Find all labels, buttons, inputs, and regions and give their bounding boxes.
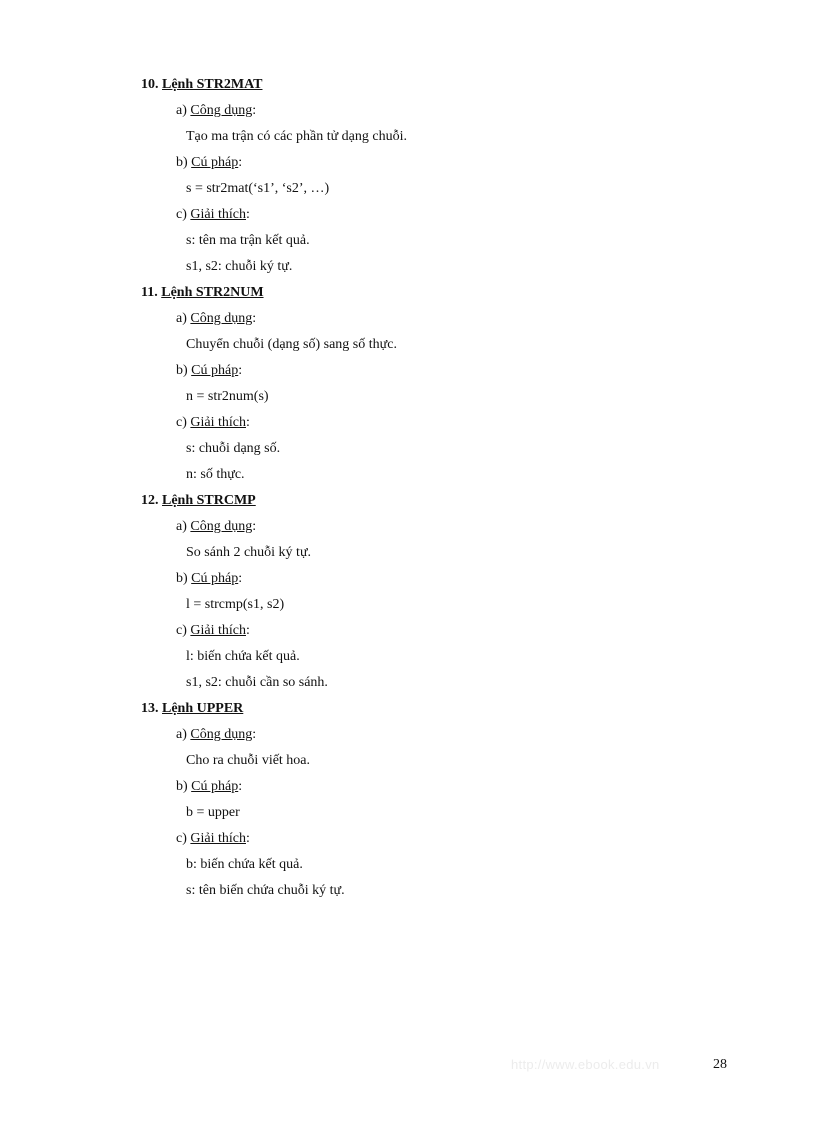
explanation-text: s: tên biến chứa chuỗi ký tự. [186, 883, 345, 898]
syntax-subheading: b) Cú pháp: [176, 155, 243, 170]
explanation-text: s1, s2: chuỗi cần so sánh. [186, 675, 328, 690]
explanation-prefix: c) [176, 415, 191, 430]
command-section [141, 699, 407, 907]
syntax-text: s = str2mat(‘s1’, ‘s2’, …) [186, 181, 330, 196]
explanation-text: n: số thực. [186, 467, 245, 482]
command-section [141, 75, 407, 283]
explanation-text: b: biến chứa kết quả. [186, 857, 303, 872]
section-title: Lệnh STR2MAT [162, 77, 263, 92]
page-number: 28 [713, 1057, 727, 1072]
syntax-prefix: b) [176, 155, 192, 170]
explanation-subheading: c) Giải thích: [176, 207, 250, 222]
explanation-prefix: c) [176, 207, 191, 222]
usage-subheading: a) Công dụng: [176, 103, 257, 118]
usage-prefix: a) [176, 311, 191, 326]
syntax-subheading: b) Cú pháp: [176, 779, 243, 794]
syntax-subheading: b) Cú pháp: [176, 363, 243, 378]
command-sections [141, 75, 407, 907]
section-heading [141, 75, 407, 101]
section-number: 12. [141, 493, 159, 508]
usage-subheading: a) Công dụng: [176, 727, 257, 742]
syntax-label: Cú pháp [191, 571, 239, 586]
explanation-prefix: c) [176, 623, 191, 638]
syntax-text: l = strcmp(s1, s2) [186, 597, 285, 612]
syntax-label: Cú pháp [191, 155, 239, 170]
usage-label: Công dụng [190, 519, 253, 534]
footer-watermark-url: http://www.ebook.edu.vn [511, 1057, 660, 1072]
explanation-text: s1, s2: chuỗi ký tự. [186, 259, 293, 274]
section-number: 11. [141, 285, 158, 300]
explanation-subheading: c) Giải thích: [176, 831, 250, 846]
syntax-text: b = upper [186, 805, 240, 820]
syntax-label: Cú pháp [191, 363, 239, 378]
section-number: 10. [141, 77, 159, 92]
section-title: Lệnh STRCMP [162, 493, 256, 508]
section-title: Lệnh UPPER [162, 701, 244, 716]
usage-text: Tạo ma trận có các phần tử dạng chuỗi. [186, 129, 407, 144]
explanation-subheading: c) Giải thích: [176, 415, 250, 430]
usage-text: So sánh 2 chuỗi ký tự. [186, 545, 312, 560]
usage-subheading: a) Công dụng: [176, 519, 257, 534]
usage-text: Chuyển chuỗi (dạng số) sang số thực. [186, 337, 397, 352]
section-heading [141, 491, 407, 517]
explanation-label: Giải thích [190, 415, 246, 430]
explanation-text: l: biến chứa kết quả. [186, 649, 300, 664]
usage-subheading: a) Công dụng: [176, 311, 257, 326]
explanation-subheading: c) Giải thích: [176, 623, 250, 638]
explanation-text: s: tên ma trận kết quả. [186, 233, 310, 248]
section-heading [141, 699, 407, 725]
explanation-prefix: c) [176, 831, 191, 846]
explanation-label: Giải thích [190, 831, 246, 846]
command-section [141, 491, 407, 699]
usage-label: Công dụng [190, 727, 253, 742]
usage-prefix: a) [176, 519, 191, 534]
explanation-label: Giải thích [190, 623, 246, 638]
section-number: 13. [141, 701, 159, 716]
usage-label: Công dụng [190, 311, 253, 326]
syntax-label: Cú pháp [191, 779, 239, 794]
syntax-text: n = str2num(s) [186, 389, 269, 404]
usage-prefix: a) [176, 727, 191, 742]
explanation-label: Giải thích [190, 207, 246, 222]
command-section [141, 283, 407, 491]
usage-prefix: a) [176, 103, 191, 118]
explanation-text: s: chuỗi dạng số. [186, 441, 281, 456]
usage-label: Công dụng [190, 103, 253, 118]
section-heading [141, 283, 407, 309]
syntax-prefix: b) [176, 779, 192, 794]
syntax-prefix: b) [176, 363, 192, 378]
syntax-subheading: b) Cú pháp: [176, 571, 243, 586]
section-title: Lệnh STR2NUM [161, 285, 264, 300]
usage-text: Cho ra chuỗi viết hoa. [186, 753, 311, 768]
syntax-prefix: b) [176, 571, 192, 586]
